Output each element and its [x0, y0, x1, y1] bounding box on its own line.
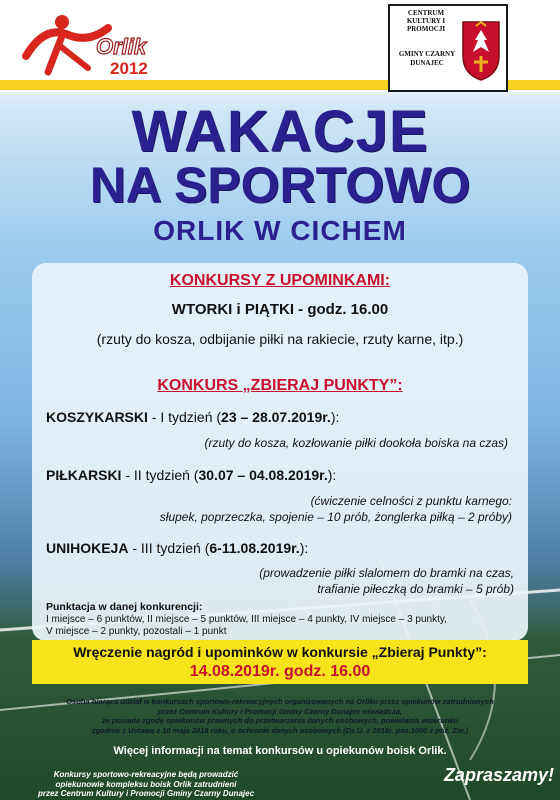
competition-dates: 30.07 – 04.08.2019r.	[198, 467, 328, 483]
poster-subtitle: ORLIK W CICHEM	[153, 215, 407, 246]
section1-schedule: WTORKI i PIĄTKI - godz. 16.00	[171, 301, 389, 318]
coat-of-arms-icon	[460, 16, 502, 82]
competition-desc: (prowadzenie piłki slalomem do bramki na czas,	[259, 566, 514, 580]
competition-basketball	[46, 409, 339, 425]
orlik-2012-logo	[18, 10, 168, 78]
competition-dates: 6-11.08.2019r.	[209, 540, 300, 556]
poster-title-line2: NA SPORTOWO	[89, 157, 471, 213]
consent-line: zgodnie z Ustawą z 10 maja 2018 roku, o ochronie danych osobowych (Dz.U. z 2018r. poz.1000 z póź. Zm.)	[91, 725, 469, 735]
centrum-kultury-logo	[388, 4, 508, 92]
competition-week: - II tydzień (	[121, 467, 199, 483]
competition-name: PIŁKARSKI	[46, 467, 122, 483]
prize-box	[32, 640, 528, 684]
competition-floorball	[46, 540, 308, 556]
competition-close: ):	[330, 409, 340, 425]
consent-line: Osoba biorąca udział w konkursach sportowo-rekreacyjnych organizowanych na Orliku przez opiekunów zatrudnionych	[66, 697, 494, 706]
orlik-logo-year: 2012	[110, 59, 148, 78]
competition-desc: trafianie piłeczką do bramki – 5 prób)	[317, 582, 514, 596]
scoring-line: V miejsce – 2 punkty, pozostali – 1 punkt	[46, 626, 227, 637]
consent-line: że posiada zgodę opiekunów prawnych do przetwarzania danych osobowych, powielania wizerunku	[101, 716, 459, 725]
consent-line: przez Centrum Kultury i Promocji Gminy Czarny Dunajec oświadcza,	[157, 706, 403, 716]
competition-football	[46, 467, 336, 483]
competition-close: ):	[327, 467, 337, 483]
poster-title-line1: WAKACJE	[131, 99, 429, 164]
scoring-line: I miejsce – 6 punktów, II miejsce – 5 punktów, III miejsce – 4 punkty, IV miejsce – 3 punkty,	[46, 614, 447, 625]
ck-logo-bottom-text: GMINY CZARNY DUNAJEC	[398, 50, 456, 67]
competition-desc: słupek, poprzeczka, spojenie – 10 prób, żonglerka piłką – 2 próby)	[159, 510, 512, 524]
competition-desc: (ćwiczenie celności z punktu karnego:	[310, 494, 512, 508]
competition-name: KOSZYKARSKI	[46, 409, 148, 425]
competition-desc: (rzuty do kosza, kozłowanie piłki dookoła boiska na czas)	[204, 436, 508, 450]
footer-line: przez Centrum Kultury i Promocji Gminy Czarny Dunajec	[37, 789, 255, 798]
ck-logo-top-text: CENTRUM KULTURY I PROMOCJI	[406, 9, 446, 33]
competition-week: - I tydzień (	[147, 409, 222, 425]
consent-note	[40, 697, 520, 735]
invitation-text: Zapraszamy!	[443, 765, 554, 785]
footer-note	[6, 770, 286, 799]
section2-heading: KONKURS „ZBIERAJ PUNKTY”:	[157, 377, 403, 394]
scoring-title: Punktacja w danej konkurencji:	[46, 601, 203, 613]
orlik-logo-text: Orlik	[96, 34, 147, 59]
competition-close: ):	[299, 540, 309, 556]
more-info-text: Więcej informacji na temat konkursów u opiekunów boisk Orlik.	[113, 745, 447, 757]
competition-dates: 23 – 28.07.2019r.	[221, 409, 331, 425]
section1-heading: KONKURSY Z UPOMINKAMI:	[169, 272, 391, 289]
footer-line: opiekunowie kompleksu boisk Orlik zatrudnieni	[55, 779, 237, 789]
section1-activities: (rzuty do kosza, odbijanie piłki na rakiecie, rzuty karne, itp.)	[96, 331, 464, 347]
competition-name: UNIHOKEJA	[46, 540, 129, 556]
footer-line: Konkursy sportowo-rekreacyjne będą prowadzić	[53, 770, 239, 779]
competition-week: - III tydzień (	[128, 540, 210, 556]
prize-date: 14.08.2019r. godz. 16.00	[189, 663, 371, 680]
prize-title: Wręczenie nagród i upominków w konkursie „Zbieraj Punkty”:	[73, 644, 487, 660]
